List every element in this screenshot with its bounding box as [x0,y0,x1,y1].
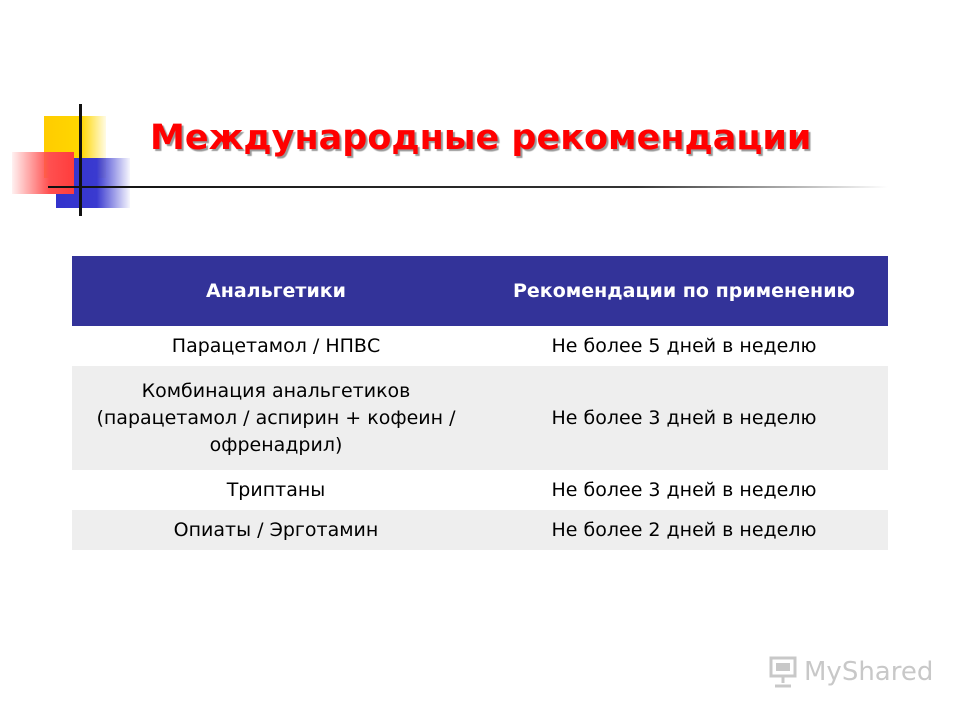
decor-vertical-line [79,104,82,216]
header-recommendations: Рекомендации по применению [480,256,888,326]
cell-drug: Комбинация анальгетиков (парацетамол / аспирин + кофеин / офренадрил) [72,366,480,470]
title-underline [48,186,888,188]
table-header-row [72,256,888,326]
cell-recommendation: Не более 3 дней в неделю [480,366,888,470]
cell-drug: Опиаты / Эрготамин [72,510,480,550]
slide-title: Международные рекомендации [150,118,812,158]
recommendations-table [72,256,888,550]
cell-drug: Парацетамол / НПВС [72,326,480,366]
header-analgesics: Анальгетики [72,256,480,326]
cell-recommendation: Не более 5 дней в неделю [480,326,888,366]
watermark-text: MyShared [804,657,934,687]
table-row [72,470,888,510]
watermark-logo [768,656,933,688]
cell-recommendation: Не более 3 дней в неделю [480,470,888,510]
table-row [72,326,888,366]
cell-drug: Триптаны [72,470,480,510]
table-row [72,510,888,550]
cell-recommendation: Не более 2 дней в неделю [480,510,888,550]
table-row [72,366,888,470]
presentation-icon [768,656,798,688]
